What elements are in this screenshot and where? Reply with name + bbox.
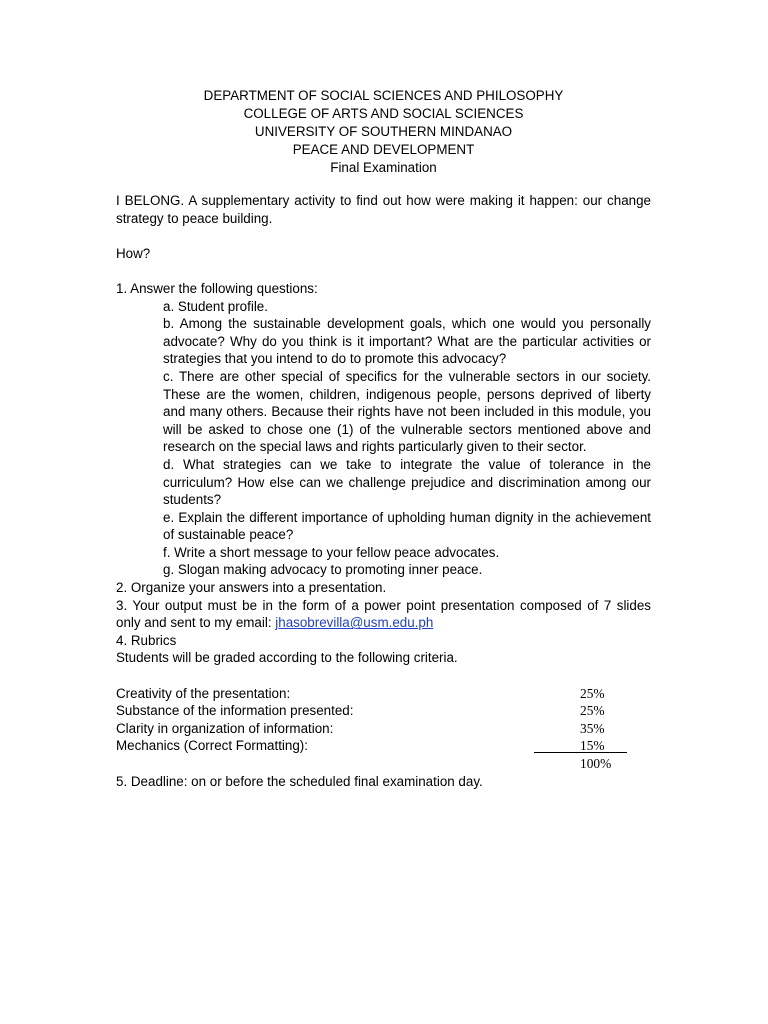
rubric-criterion: Substance of the information presented: — [116, 703, 354, 719]
item-3-text — [116, 597, 651, 632]
rubric-percent: 25% — [580, 685, 605, 701]
item-4-title: 4. Rubrics — [116, 632, 177, 648]
intro-paragraph: I BELONG. A supplementary activity to find out how were making it happen: our change strategy to peace building. — [116, 193, 651, 226]
university-line: UNIVERSITY OF SOUTHERN MINDANAO — [254, 124, 513, 139]
item-1-sublist — [116, 298, 651, 580]
item-2-text: 2. Organize your answers into a presentation. — [116, 580, 387, 596]
course-line: PEACE AND DEVELOPMENT — [292, 142, 475, 157]
rubric-percent: 15% — [534, 737, 627, 753]
sub-item-g: g. Slogan making advocacy to promoting inner peace. — [163, 562, 483, 578]
sub-item-e: e. Explain the different importance of upholding human dignity in the achievement of sustainable peace? — [163, 509, 651, 543]
sub-item-d: d. What strategies can we take to integrate the value of tolerance in the curriculum? How else can we challenge prejudice and discrimination among our students? — [163, 456, 651, 508]
document-header — [116, 87, 651, 177]
rubric-total: 100% — [580, 756, 612, 771]
rubric-total-row — [116, 755, 651, 773]
rubric-criterion: Mechanics (Correct Formatting): — [116, 738, 308, 754]
rubric-percent: 35% — [580, 720, 605, 736]
rubric-criterion: Clarity in organization of information: — [116, 720, 334, 736]
sub-item-c: c. There are other special of specifics for the vulnerable sectors in our society. These are the women, children, indigenous people, persons deprived of liberty and many others. Because their rights have not been included in this module, you will be asked to chose one (1) of the vulnerable sectors mentioned above and research on the special laws and rights particularly given to their sector. — [163, 368, 651, 455]
rubric-table — [116, 685, 651, 773]
rubric-row — [116, 685, 651, 703]
email-link[interactable]: jhasobrevilla@usm.edu.ph — [275, 615, 434, 631]
department-line: DEPARTMENT OF SOCIAL SCIENCES AND PHILOSOPHY — [203, 88, 564, 103]
rubric-row — [116, 702, 651, 720]
item-5-text: 5. Deadline: on or before the scheduled final examination day. — [116, 773, 483, 789]
sub-item-a: a. Student profile. — [163, 298, 268, 314]
exam-title: Final Examination — [330, 160, 437, 175]
sub-item-f: f. Write a short message to your fellow peace advocates. — [163, 544, 500, 560]
item-4-text: Students will be graded according to the following criteria. — [116, 650, 458, 666]
item-1-text: 1. Answer the following questions: — [116, 280, 318, 296]
item-3-body: 3. Your output must be in the form of a power point presentation composed of 7 slides only and sent to my email: — [116, 597, 651, 631]
sub-item-b: b. Among the sustainable development goals, which one would you personally advocate? Why do you think is it important? What are the particular activities or strategies that you intend to do to promote this advocacy? — [163, 316, 651, 367]
how-label: How? — [116, 245, 151, 261]
rubric-percent: 25% — [580, 703, 605, 719]
exam-document — [116, 87, 651, 790]
college-line: COLLEGE OF ARTS AND SOCIAL SCIENCES — [243, 106, 524, 121]
rubric-row — [116, 720, 651, 738]
rubric-row — [116, 737, 651, 755]
rubric-criterion: Creativity of the presentation: — [116, 685, 291, 701]
